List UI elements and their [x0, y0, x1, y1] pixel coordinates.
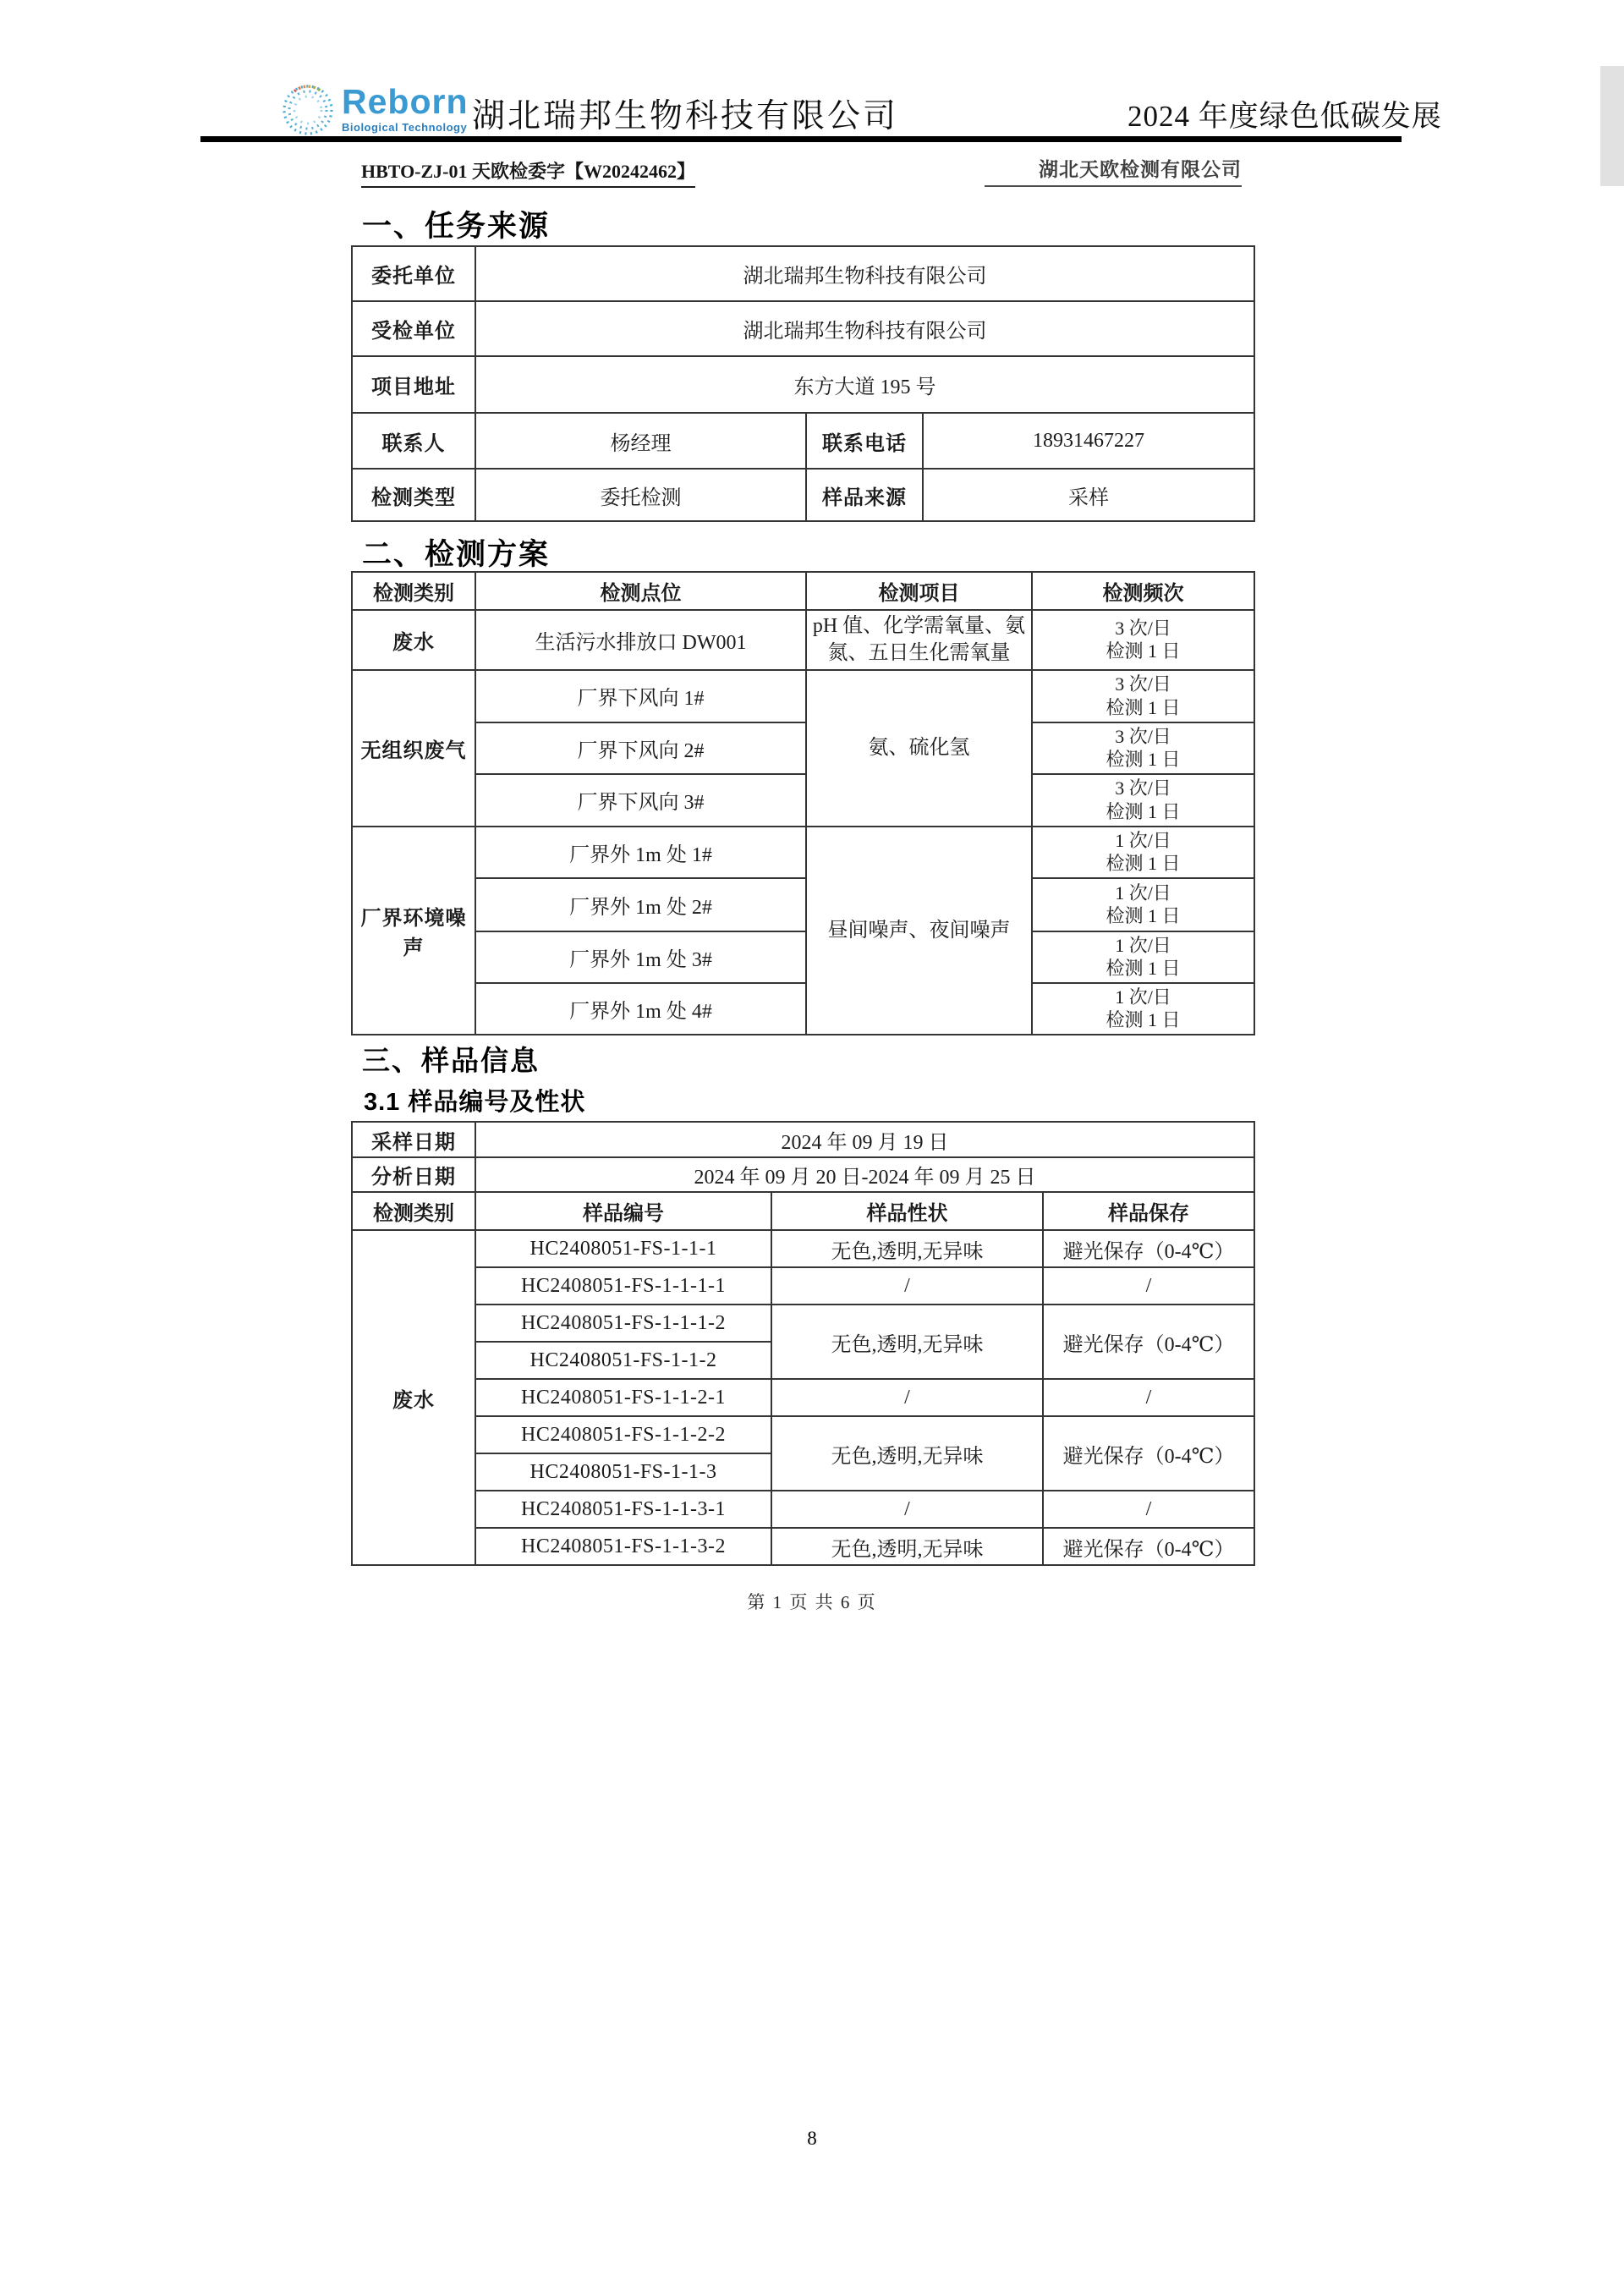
- point-cell: 厂界外 1m 处 1#: [475, 827, 806, 878]
- frequency-line: 3 次/日: [1115, 673, 1171, 695]
- row-label: 项目地址: [352, 356, 475, 413]
- row-value: 湖北瑞邦生物科技有限公司: [475, 246, 1254, 301]
- brand-text: [342, 82, 469, 134]
- sampling-date: 2024 年 09 月 19 日: [475, 1122, 1254, 1157]
- row-label: 采样日期: [352, 1122, 475, 1157]
- frequency-line: 检测 1 日: [1106, 1009, 1181, 1031]
- sample-character: /: [771, 1267, 1043, 1305]
- table-row: [352, 670, 1254, 722]
- frequency-line: 1 次/日: [1115, 986, 1171, 1008]
- row-label: 检测类型: [352, 469, 475, 521]
- table-row: [352, 1379, 1254, 1416]
- table-row: [352, 1305, 1254, 1342]
- column-header: 检测频次: [1032, 572, 1254, 610]
- sample-character: 无色,透明,无异味: [771, 1230, 1043, 1267]
- analysis-date: 2024 年 09 月 20 日-2024 年 09 月 25 日: [475, 1157, 1254, 1192]
- table-header-row: [352, 572, 1254, 610]
- row-label: 联系电话: [806, 413, 923, 469]
- column-header: 检测类别: [352, 572, 475, 610]
- table-row: [352, 774, 1254, 827]
- sample-character: /: [771, 1491, 1043, 1528]
- sample-character: 无色,透明,无异味: [771, 1416, 1043, 1491]
- section3-subtitle: 3.1 样品编号及性状: [364, 1089, 586, 1116]
- frequency-line: 检测 1 日: [1106, 696, 1181, 718]
- point-cell: 厂界下风向 3#: [475, 774, 806, 827]
- frequency-cell: [1032, 983, 1254, 1035]
- column-header: 样品保存: [1043, 1192, 1254, 1230]
- frequency-cell: [1032, 610, 1254, 670]
- table-row: [352, 1416, 1254, 1453]
- row-label: 样品来源: [806, 469, 923, 521]
- task-source-table: [351, 245, 1255, 522]
- row-label: 受检单位: [352, 301, 475, 356]
- table-row: [352, 610, 1254, 670]
- monitoring-plan-table: [351, 571, 1255, 1035]
- category-cell: 厂界环境噪声: [352, 827, 475, 1035]
- table-row: [352, 1230, 1254, 1267]
- lab-name-underline: [985, 154, 1242, 187]
- report-year-title: 2024 年度绿色低碳发展: [1127, 100, 1442, 133]
- frequency-cell: [1032, 670, 1254, 722]
- sample-id: HC2408051-FS-1-1-1-2: [475, 1305, 771, 1342]
- sample-storage: 避光保存（0-4℃）: [1043, 1305, 1254, 1379]
- sample-id: HC2408051-FS-1-1-3: [475, 1453, 771, 1491]
- frequency-line: 检测 1 日: [1106, 905, 1181, 927]
- sample-storage: /: [1043, 1267, 1254, 1305]
- lab-name: 湖北天欧检测有限公司: [1039, 159, 1242, 180]
- sample-character: 无色,透明,无异味: [771, 1305, 1043, 1379]
- frequency-line: 检测 1 日: [1106, 958, 1181, 980]
- row-value: 18931467227: [923, 413, 1254, 469]
- sample-id: HC2408051-FS-1-1-3-1: [475, 1491, 771, 1528]
- point-cell: 厂界外 1m 处 4#: [475, 983, 806, 1035]
- table-row: [352, 1491, 1254, 1528]
- reborn-logo-icon: [277, 78, 338, 140]
- frequency-line: 检测 1 日: [1106, 749, 1181, 771]
- row-label: 联系人: [352, 413, 475, 469]
- row-value: 东方大道 195 号: [475, 356, 1254, 413]
- frequency-cell: [1032, 827, 1254, 878]
- column-header: 样品编号: [475, 1192, 771, 1230]
- row-value: 采样: [923, 469, 1254, 521]
- scan-edge-shadow: [1600, 66, 1624, 186]
- table-row: [352, 722, 1254, 774]
- sample-storage: 避光保存（0-4℃）: [1043, 1528, 1254, 1565]
- frequency-cell: [1032, 774, 1254, 827]
- column-header: 检测项目: [806, 572, 1032, 610]
- section3-title: 三、样品信息: [362, 1045, 540, 1076]
- sample-storage: 避光保存（0-4℃）: [1043, 1416, 1254, 1491]
- table-row: [352, 1157, 1254, 1192]
- frequency-line: 1 次/日: [1115, 829, 1171, 851]
- table-row: [352, 413, 1254, 469]
- category-cell: 无组织废气: [352, 670, 475, 827]
- sample-id: HC2408051-FS-1-1-1-1: [475, 1267, 771, 1305]
- items-cell: 昼间噪声、夜间噪声: [806, 827, 1032, 1035]
- category-cell: 废水: [352, 610, 475, 670]
- table-row: [352, 983, 1254, 1035]
- row-value: 委托检测: [475, 469, 806, 521]
- table-row: [352, 1528, 1254, 1565]
- section1-title: 一、任务来源: [362, 210, 551, 243]
- sample-storage: /: [1043, 1491, 1254, 1528]
- column-header: 检测类别: [352, 1192, 475, 1230]
- table-header-row: [352, 1192, 1254, 1230]
- column-header: 样品性状: [771, 1192, 1043, 1230]
- table-row: [352, 1267, 1254, 1305]
- row-value: 湖北瑞邦生物科技有限公司: [475, 301, 1254, 356]
- point-cell: 厂界外 1m 处 3#: [475, 931, 806, 983]
- row-label: 委托单位: [352, 246, 475, 301]
- brand-name: Reborn: [342, 82, 469, 121]
- sample-id: HC2408051-FS-1-1-3-2: [475, 1528, 771, 1565]
- sample-id: HC2408051-FS-1-1-2-2: [475, 1416, 771, 1453]
- frequency-line: 检测 1 日: [1106, 640, 1181, 662]
- frequency-line: 3 次/日: [1115, 777, 1171, 799]
- sample-storage: /: [1043, 1379, 1254, 1416]
- category-cell: 废水: [352, 1230, 475, 1565]
- sample-info-table: [351, 1121, 1255, 1566]
- frequency-line: 1 次/日: [1115, 934, 1171, 956]
- table-row: [352, 301, 1254, 356]
- sample-storage: 避光保存（0-4℃）: [1043, 1230, 1254, 1267]
- table-row: [352, 356, 1254, 413]
- header-rule: [200, 136, 1402, 142]
- section2-title: 二、检测方案: [362, 538, 551, 571]
- items-cell: pH 值、化学需氧量、氨氮、五日生化需氧量: [806, 610, 1032, 670]
- frequency-line: 1 次/日: [1115, 882, 1171, 904]
- sample-id: HC2408051-FS-1-1-2: [475, 1342, 771, 1379]
- table-row: [352, 931, 1254, 983]
- row-label: 分析日期: [352, 1157, 475, 1192]
- point-cell: 厂界下风向 1#: [475, 670, 806, 722]
- table-row: [352, 469, 1254, 521]
- sample-id: HC2408051-FS-1-1-1: [475, 1230, 771, 1267]
- point-cell: 厂界下风向 2#: [475, 722, 806, 774]
- page-info: 第 1 页 共 6 页: [747, 1592, 877, 1612]
- items-cell: 氨、硫化氢: [806, 670, 1032, 827]
- frequency-line: 检测 1 日: [1106, 800, 1181, 822]
- frequency-cell: [1032, 931, 1254, 983]
- point-cell: 生活污水排放口 DW001: [475, 610, 806, 670]
- column-header: 检测点位: [475, 572, 806, 610]
- table-row: [352, 827, 1254, 878]
- frequency-line: 检测 1 日: [1106, 853, 1181, 875]
- point-cell: 厂界外 1m 处 2#: [475, 878, 806, 931]
- frequency-cell: [1032, 722, 1254, 774]
- document-code: HBTO-ZJ-01 天欧检委字【W20242462】: [361, 157, 695, 188]
- row-value: 杨经理: [475, 413, 806, 469]
- company-title: 湖北瑞邦生物科技有限公司: [472, 98, 899, 135]
- frequency-line: 3 次/日: [1115, 617, 1171, 639]
- page-number: 8: [807, 2128, 817, 2149]
- sample-character: /: [771, 1379, 1043, 1416]
- table-row: [352, 878, 1254, 931]
- frequency-cell: [1032, 878, 1254, 931]
- sample-character: 无色,透明,无异味: [771, 1528, 1043, 1565]
- table-row: [352, 1122, 1254, 1157]
- table-row: [352, 246, 1254, 301]
- sample-id: HC2408051-FS-1-1-2-1: [475, 1379, 771, 1416]
- brand-subtitle: Biological Technology: [342, 121, 468, 134]
- frequency-line: 3 次/日: [1115, 725, 1171, 747]
